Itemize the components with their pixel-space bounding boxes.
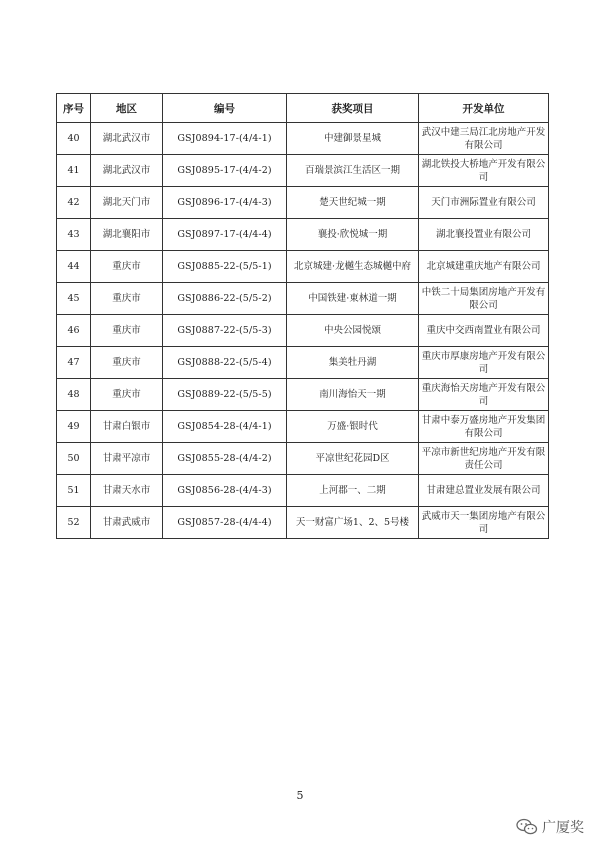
cell-no: 40 [57, 123, 91, 155]
cell-region: 湖北襄阳市 [91, 219, 163, 251]
cell-no: 46 [57, 315, 91, 347]
cell-region: 重庆市 [91, 315, 163, 347]
cell-project: 万盛·银时代 [287, 411, 419, 443]
table-row [57, 251, 549, 283]
cell-region: 重庆市 [91, 283, 163, 315]
cell-code: GSJ0886-22-(5/5-2) [163, 283, 287, 315]
cell-region: 湖北武汉市 [91, 155, 163, 187]
cell-developer: 重庆市厚康房地产开发有限公司 [419, 347, 549, 379]
cell-no: 41 [57, 155, 91, 187]
cell-region: 甘肃天水市 [91, 475, 163, 507]
cell-developer: 武汉中建三局江北房地产开发有限公司 [419, 123, 549, 155]
table-row [57, 315, 549, 347]
table-row [57, 443, 549, 475]
cell-code: GSJ0885-22-(5/5-1) [163, 251, 287, 283]
cell-code: GSJ0887-22-(5/5-3) [163, 315, 287, 347]
cell-project: 百瑞景滨江生活区一期 [287, 155, 419, 187]
cell-developer: 天门市洲际置业有限公司 [419, 187, 549, 219]
table-row [57, 123, 549, 155]
table-row [57, 155, 549, 187]
cell-developer: 湖北铁投大桥地产开发有限公司 [419, 155, 549, 187]
cell-region: 甘肃武威市 [91, 507, 163, 539]
awards-table [56, 93, 549, 539]
cell-project: 中国铁建·東林道一期 [287, 283, 419, 315]
cell-region: 甘肃平凉市 [91, 443, 163, 475]
cell-project: 南川海怡天一期 [287, 379, 419, 411]
cell-project: 襄投·欣悦城一期 [287, 219, 419, 251]
cell-region: 重庆市 [91, 379, 163, 411]
page-number: 5 [296, 789, 304, 802]
cell-no: 44 [57, 251, 91, 283]
cell-project: 平凉世纪花园D区 [287, 443, 419, 475]
cell-project: 中建御景星城 [287, 123, 419, 155]
cell-no: 42 [57, 187, 91, 219]
watermark [516, 817, 584, 837]
cell-project: 楚天世纪城一期 [287, 187, 419, 219]
cell-region: 甘肃白银市 [91, 411, 163, 443]
header-no: 序号 [57, 94, 91, 123]
cell-developer: 甘肃建总置业发展有限公司 [419, 475, 549, 507]
watermark-text: 广厦奖 [542, 820, 584, 836]
cell-code: GSJ0888-22-(5/5-4) [163, 347, 287, 379]
table-row [57, 187, 549, 219]
table-row [57, 219, 549, 251]
cell-code: GSJ0896-17-(4/4-3) [163, 187, 287, 219]
cell-code: GSJ0897-17-(4/4-4) [163, 219, 287, 251]
cell-project: 集美牡丹湖 [287, 347, 419, 379]
cell-project: 天一财富广场1、2、5号楼 [287, 507, 419, 539]
cell-no: 43 [57, 219, 91, 251]
cell-no: 52 [57, 507, 91, 539]
wechat-icon [516, 818, 538, 836]
table-row [57, 283, 549, 315]
cell-code: GSJ0894-17-(4/4-1) [163, 123, 287, 155]
table-row [57, 379, 549, 411]
table-row [57, 411, 549, 443]
header-developer: 开发单位 [419, 94, 549, 123]
cell-project: 北京城建·龙樾生态城樾中府 [287, 251, 419, 283]
cell-developer: 甘肃中泰万盛房地产开发集团有限公司 [419, 411, 549, 443]
cell-code: GSJ0895-17-(4/4-2) [163, 155, 287, 187]
cell-developer: 武威市天一集团房地产有限公司 [419, 507, 549, 539]
cell-project: 中央公园悦颂 [287, 315, 419, 347]
cell-developer: 重庆中交西南置业有限公司 [419, 315, 549, 347]
cell-region: 重庆市 [91, 347, 163, 379]
cell-developer: 平凉市新世纪房地产开发有限责任公司 [419, 443, 549, 475]
cell-no: 47 [57, 347, 91, 379]
cell-region: 重庆市 [91, 251, 163, 283]
cell-developer: 湖北襄投置业有限公司 [419, 219, 549, 251]
cell-no: 48 [57, 379, 91, 411]
table-row [57, 347, 549, 379]
cell-code: GSJ0857-28-(4/4-4) [163, 507, 287, 539]
cell-project: 上河郡一、二期 [287, 475, 419, 507]
cell-code: GSJ0889-22-(5/5-5) [163, 379, 287, 411]
cell-no: 50 [57, 443, 91, 475]
cell-code: GSJ0854-28-(4/4-1) [163, 411, 287, 443]
header-region: 地区 [91, 94, 163, 123]
header-project: 获奖项目 [287, 94, 419, 123]
cell-region: 湖北武汉市 [91, 123, 163, 155]
table-row [57, 507, 549, 539]
cell-developer: 重庆海怡天房地产开发有限公司 [419, 379, 549, 411]
header-code: 编号 [163, 94, 287, 123]
cell-developer: 中铁二十局集团房地产开发有限公司 [419, 283, 549, 315]
cell-no: 49 [57, 411, 91, 443]
cell-developer: 北京城建重庆地产有限公司 [419, 251, 549, 283]
table-row [57, 475, 549, 507]
cell-code: GSJ0855-28-(4/4-2) [163, 443, 287, 475]
cell-code: GSJ0856-28-(4/4-3) [163, 475, 287, 507]
table-header-row [57, 94, 549, 123]
cell-no: 45 [57, 283, 91, 315]
cell-no: 51 [57, 475, 91, 507]
cell-region: 湖北天门市 [91, 187, 163, 219]
